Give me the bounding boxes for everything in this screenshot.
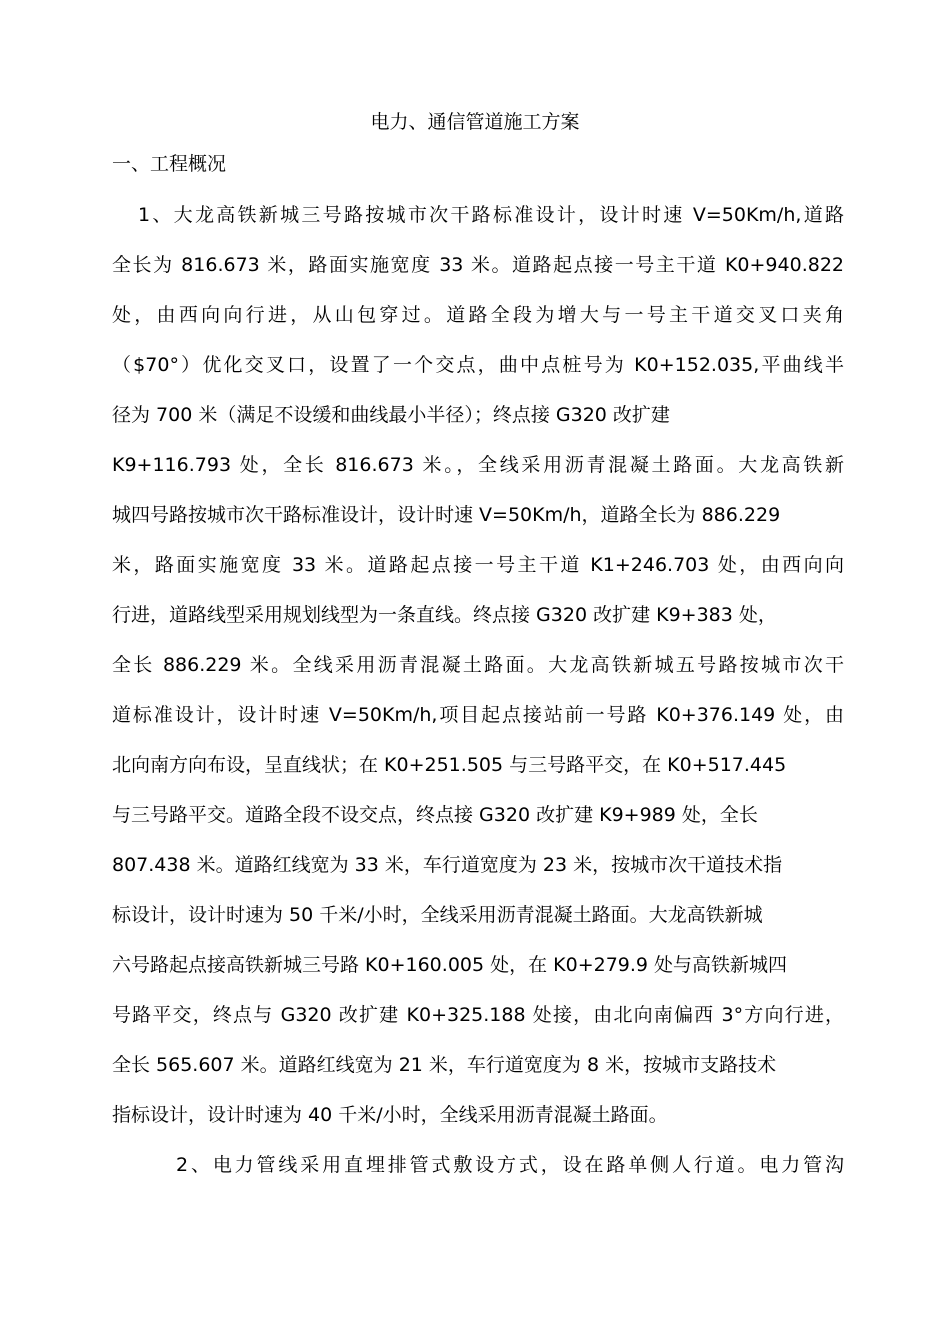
paragraph-line: 全长 565.607 米。道路红线宽为 21 米，车行道宽度为 8 米，按城市支路技术	[112, 1054, 777, 1076]
section-heading: 一、工程概况	[112, 153, 227, 175]
paragraph-line: 标设计，设计时速为 50 千米/小时，全线采用沥青混凝土路面。大龙高铁新城	[112, 904, 763, 926]
paragraph-line: 处，由西向向行进，从山包穿过。道路全段为增大与一号主干道交叉口夹角	[112, 304, 844, 326]
paragraph-line: 指标设计，设计时速为 40 千米/小时，全线采用沥青混凝土路面。	[112, 1104, 668, 1126]
document-title: 电力、通信管道施工方案	[370, 111, 580, 133]
paragraph-line: 1、大龙高铁新城三号路按城市次干路标准设计，设计时速 V=50Km/h,道路	[138, 204, 844, 226]
paragraph-line: 行进，道路线型采用规划线型为一条直线。终点接 G320 改扩建 K9+383 处，	[112, 604, 777, 626]
paragraph-line: K9+116.793 处，全长 816.673 米。，全线采用沥青混凝土路面。大龙高铁新	[112, 454, 844, 476]
paragraph-line: 米，路面实施宽度 33 米。道路起点接一号主干道 K1+246.703 处，由西向向	[112, 554, 844, 576]
paragraph-line: 2、电力管线采用直埋排管式敷设方式，设在路单侧人行道。电力管沟	[176, 1154, 844, 1176]
paragraph-line: 六号路起点接高铁新城三号路 K0+160.005 处，在 K0+279.9 处与高铁新城四	[112, 954, 788, 976]
paragraph-line: 径为 700 米（满足不设缓和曲线最小半径）；终点接 G320 改扩建	[112, 404, 670, 426]
paragraph-line: 全长为 816.673 米，路面实施宽度 33 米。道路起点接一号主干道 K0+940.822	[112, 254, 844, 276]
paragraph-line: 城四号路按城市次干路标准设计，设计时速 V=50Km/h，道路全长为 886.229	[112, 504, 781, 526]
paragraph-line: （$70°）优化交叉口，设置了一个交点，曲中点桩号为 K0+152.035,平曲线半	[112, 354, 844, 376]
paragraph-line: 全长 886.229 米。全线采用沥青混凝土路面。大龙高铁新城五号路按城市次干	[112, 654, 844, 676]
paragraph-line: 北向南方向布设，呈直线状；在 K0+251.505 与三号路平交，在 K0+517.445	[112, 754, 787, 776]
paragraph-line: 号路平交，终点与 G320 改扩建 K0+325.188 处接，由北向南偏西 3°方向行进，	[112, 1004, 844, 1026]
paragraph-line: 与三号路平交。道路全段不设交点，终点接 G320 改扩建 K9+989 处，全长	[112, 804, 758, 826]
paragraph-line: 807.438 米。道路红线宽为 33 米，车行道宽度为 23 米，按城市次干道技术指	[112, 854, 783, 876]
paragraph-line: 道标准设计，设计时速 V=50Km/h,项目起点接站前一号路 K0+376.149 处，由	[112, 704, 844, 726]
